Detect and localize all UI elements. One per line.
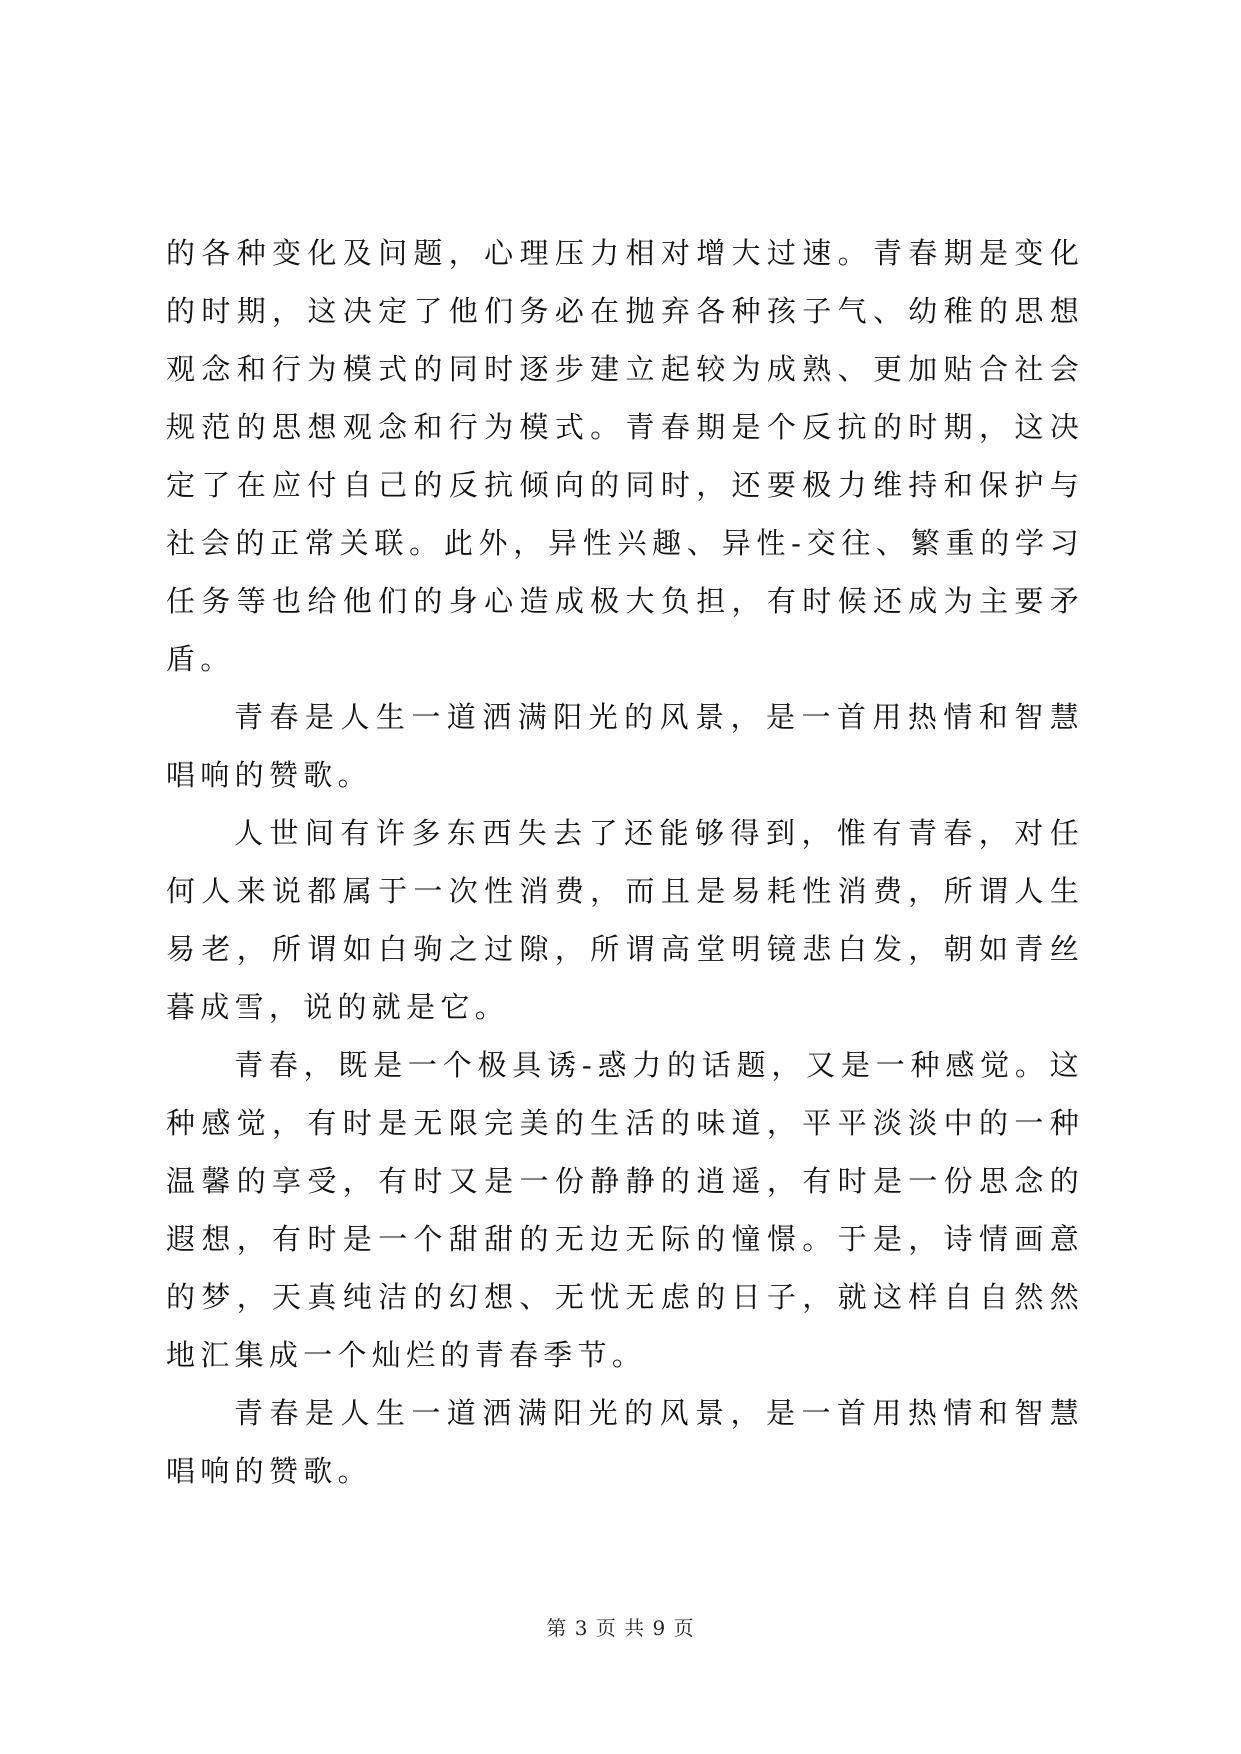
paragraph-3: 人世间有许多东西失去了还能够得到，惟有青春，对任何人来说都属于一次性消费，而且是易耗性消费，所谓人生易老，所谓如白驹之过隙，所谓高堂明镜悲白发，朝如青丝暮成雪，说的就是它。 xyxy=(166,816,1084,1024)
paragraph-5: 青春是人生一道洒满阳光的风景，是一首用热情和智慧唱响的赞歌。 xyxy=(166,1396,1084,1488)
paragraph-4: 青春，既是一个极具诱-惑力的话题，又是一种感觉。这种感觉，有时是无限完美的生活的味道，平平淡淡中的一种温馨的享受，有时又是一份静静的逍遥，有时是一份思念的遐想，有时是一个甜甜的无边无际的憧憬。于是，诗情画意的梦，天真纯洁的幻想、无忧无虑的日子，就这样自自然然地汇集成一个灿烂的青春季节。 xyxy=(166,1048,1084,1372)
page-footer: 第 3 页 共 9 页 xyxy=(546,1616,695,1640)
paragraph-1: 的各种变化及问题，心理压力相对增大过速。青春期是变化的时期，这决定了他们务必在抛弃各种孩子气、幼稚的思想观念和行为模式的同时逐步建立起较为成熟、更加贴合社会规范的思想观念和行为模式。青春期是个反抗的时期，这决定了在应付自己的反抗倾向的同时，还要极力维持和保护与社会的正常关联。此外，异性兴趣、异性-交往、繁重的学习任务等也给他们的身心造成极大负担，有时候还成为主要矛盾。 xyxy=(166,236,1084,676)
paragraph-2: 青春是人生一道洒满阳光的风景，是一首用热情和智慧唱响的赞歌。 xyxy=(166,700,1084,792)
document-body xyxy=(166,224,1084,1500)
